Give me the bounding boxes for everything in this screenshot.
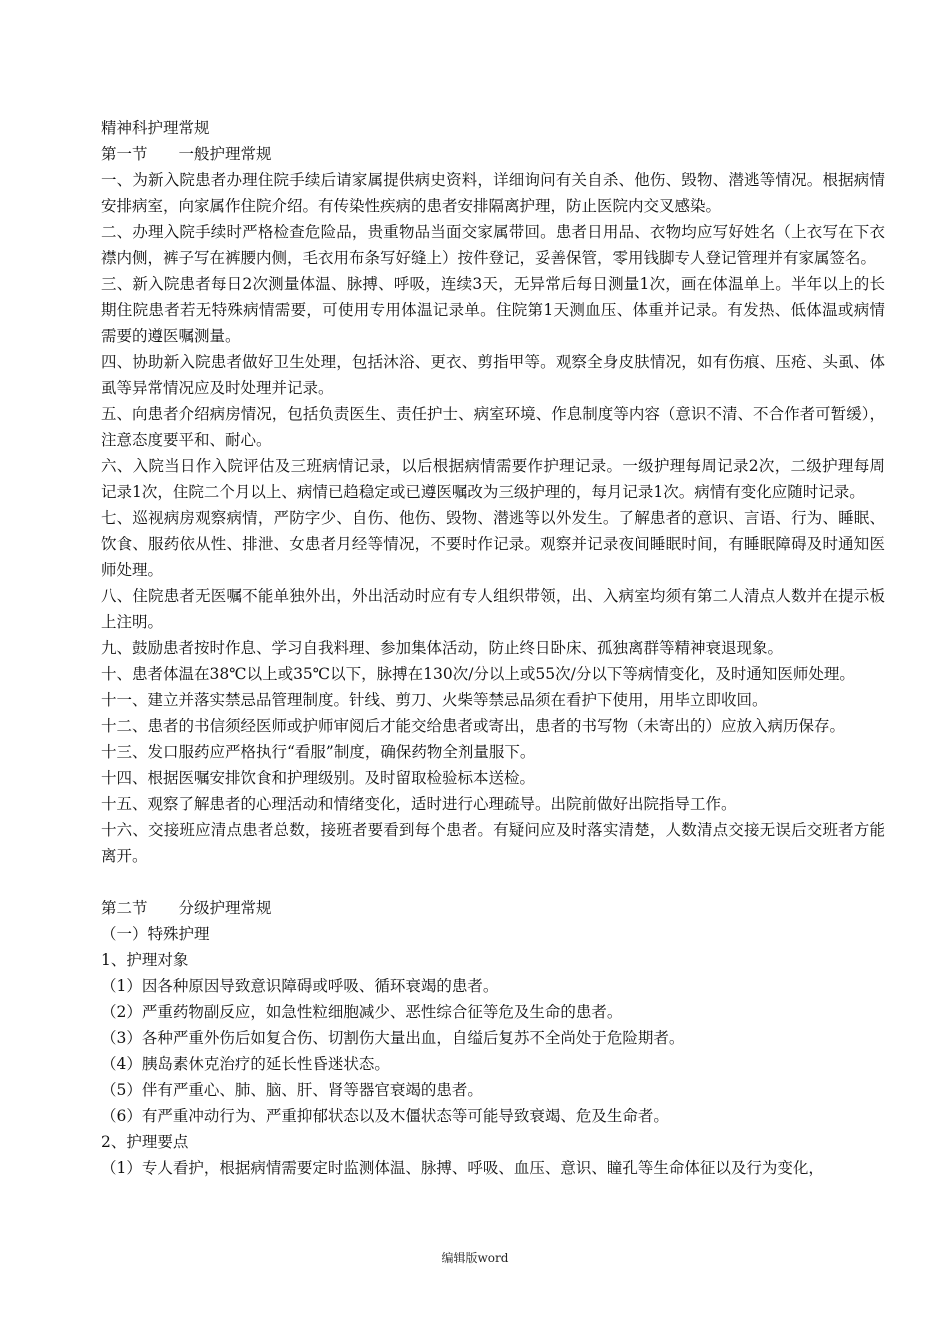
paragraph: 十五、观察了解患者的心理活动和情绪变化，适时进行心理疏导。出院前做好出院指导工作。 <box>101 795 737 813</box>
paragraph: 三、新入院患者每日2次测量体温、脉搏、呼吸，连续3天，无异常后每日测量1次，画在体温单上。半年以上的长期住院患者若无特殊病情需要，可使用专用体温记录单。住院第1天测血压、体重并记录。有发热、低体温或病情需要的遵医嘱测量。 <box>101 275 885 345</box>
paragraph: 六、入院当日作入院评估及三班病情记录，以后根据病情需要作护理记录。一级护理每周记录2次，二级护理每周记录1次，住院二个月以上、病情已趋稳定或已遵医嘱改为三级护理的，每月记录1次。病情有变化应随时记录。 <box>101 457 885 501</box>
paragraph: 九、鼓励患者按时作息、学习自我料理、参加集体活动，防止终日卧床、孤独离群等精神衰退现象。 <box>101 639 784 657</box>
paragraph: 十二、患者的书信须经医师或护师审阅后才能交给患者或寄出，患者的书写物（未寄出的）应放入病历保存。 <box>101 717 846 735</box>
paragraph: 七、巡视病房观察病情，严防字少、自伤、他伤、毁物、潜逃等以外发生。了解患者的意识、言语、行为、睡眠、饮食、服药依从性、排泄、女患者月经等情况，不要时作记录。观察并记录夜间睡眠时间，有睡眠障碍及时通知医师处理。 <box>101 509 885 579</box>
paragraph: 十三、发口服药应严格执行“看服”制度，确保药物全剂量服下。 <box>101 743 536 761</box>
paragraph: 十四、根据医嘱安排饮食和护理级别。及时留取检验标本送检。 <box>101 769 536 787</box>
document-body <box>101 115 885 1181</box>
section-heading: 第一节 一般护理常规 <box>101 145 272 163</box>
list-item: （1）专人看护，根据病情需要定时监测体温、脉搏、呼吸、血压、意识、瞳孔等生命体征以及行为变化， <box>101 1159 824 1177</box>
list-item: （1）因各种原因导致意识障碍或呼吸、循环衰竭的患者。 <box>101 977 499 995</box>
paragraph: 十、患者体温在38℃以上或35℃以下，脉搏在130次/分以上或55次/分以下等病情变化，及时通知医师处理。 <box>101 665 855 683</box>
paragraph: 四、协助新入院患者做好卫生处理，包括沐浴、更衣、剪指甲等。观察全身皮肤情况，如有伤痕、压疮、头虱、体虱等异常情况应及时处理并记录。 <box>101 353 885 397</box>
section-heading: 第二节 分级护理常规 <box>101 899 272 917</box>
paragraph: 五、向患者介绍病房情况，包括负责医生、责任护士、病室环境、作息制度等内容（意识不清、不合作者可暂缓），注意态度要平和、耐心。 <box>101 405 885 449</box>
list-item: （6）有严重冲动行为、严重抑郁状态以及木僵状态等可能导致衰竭、危及生命者。 <box>101 1107 669 1125</box>
paragraph: 一、为新入院患者办理住院手续后请家属提供病史资料，详细询问有关自杀、他伤、毁物、潜逃等情况。根据病情安排病室，向家属作住院介绍。有传染性疾病的患者安排隔离护理，防止医院内交叉感染。 <box>101 171 885 215</box>
paragraph: 八、住院患者无医嘱不能单独外出，外出活动时应有专人组织带领，出、入病室均须有第二人清点人数并在提示板上注明。 <box>101 587 885 631</box>
document-title: 精神科护理常规 <box>101 119 210 137</box>
paragraph: 十一、建立并落实禁忌品管理制度。针线、剪刀、火柴等禁忌品须在看护下使用，用毕立即收回。 <box>101 691 768 709</box>
blank-line <box>101 869 885 895</box>
subsection-heading: （一）特殊护理 <box>101 925 210 943</box>
subsection-heading: 1、护理对象 <box>101 951 189 969</box>
list-item: （3）各种严重外伤后如复合伤、切割伤大量出血，自缢后复苏不全尚处于危险期者。 <box>101 1029 685 1047</box>
page-footer: 编辑版word <box>441 1251 509 1265</box>
list-item: （4）胰岛素休克治疗的延长性昏迷状态。 <box>101 1055 390 1073</box>
list-item: （2）严重药物副反应，如急性粒细胞减少、恶性综合征等危及生命的患者。 <box>101 1003 623 1021</box>
paragraph: 二、办理入院手续时严格检查危险品，贵重物品当面交家属带回。患者日用品、衣物均应写好姓名（上衣写在下衣襟内侧，裤子写在裤腰内侧，毛衣用布条写好缝上）按件登记，妥善保管，零用钱脚专人登记管理并有家属签名。 <box>101 223 885 267</box>
paragraph: 十六、交接班应清点患者总数，接班者要看到每个患者。有疑问应及时落实清楚，人数清点交接无误后交班者方能离开。 <box>101 821 885 865</box>
subsection-heading: 2、护理要点 <box>101 1133 189 1151</box>
list-item: （5）伴有严重心、肺、脑、肝、肾等器官衰竭的患者。 <box>101 1081 483 1099</box>
